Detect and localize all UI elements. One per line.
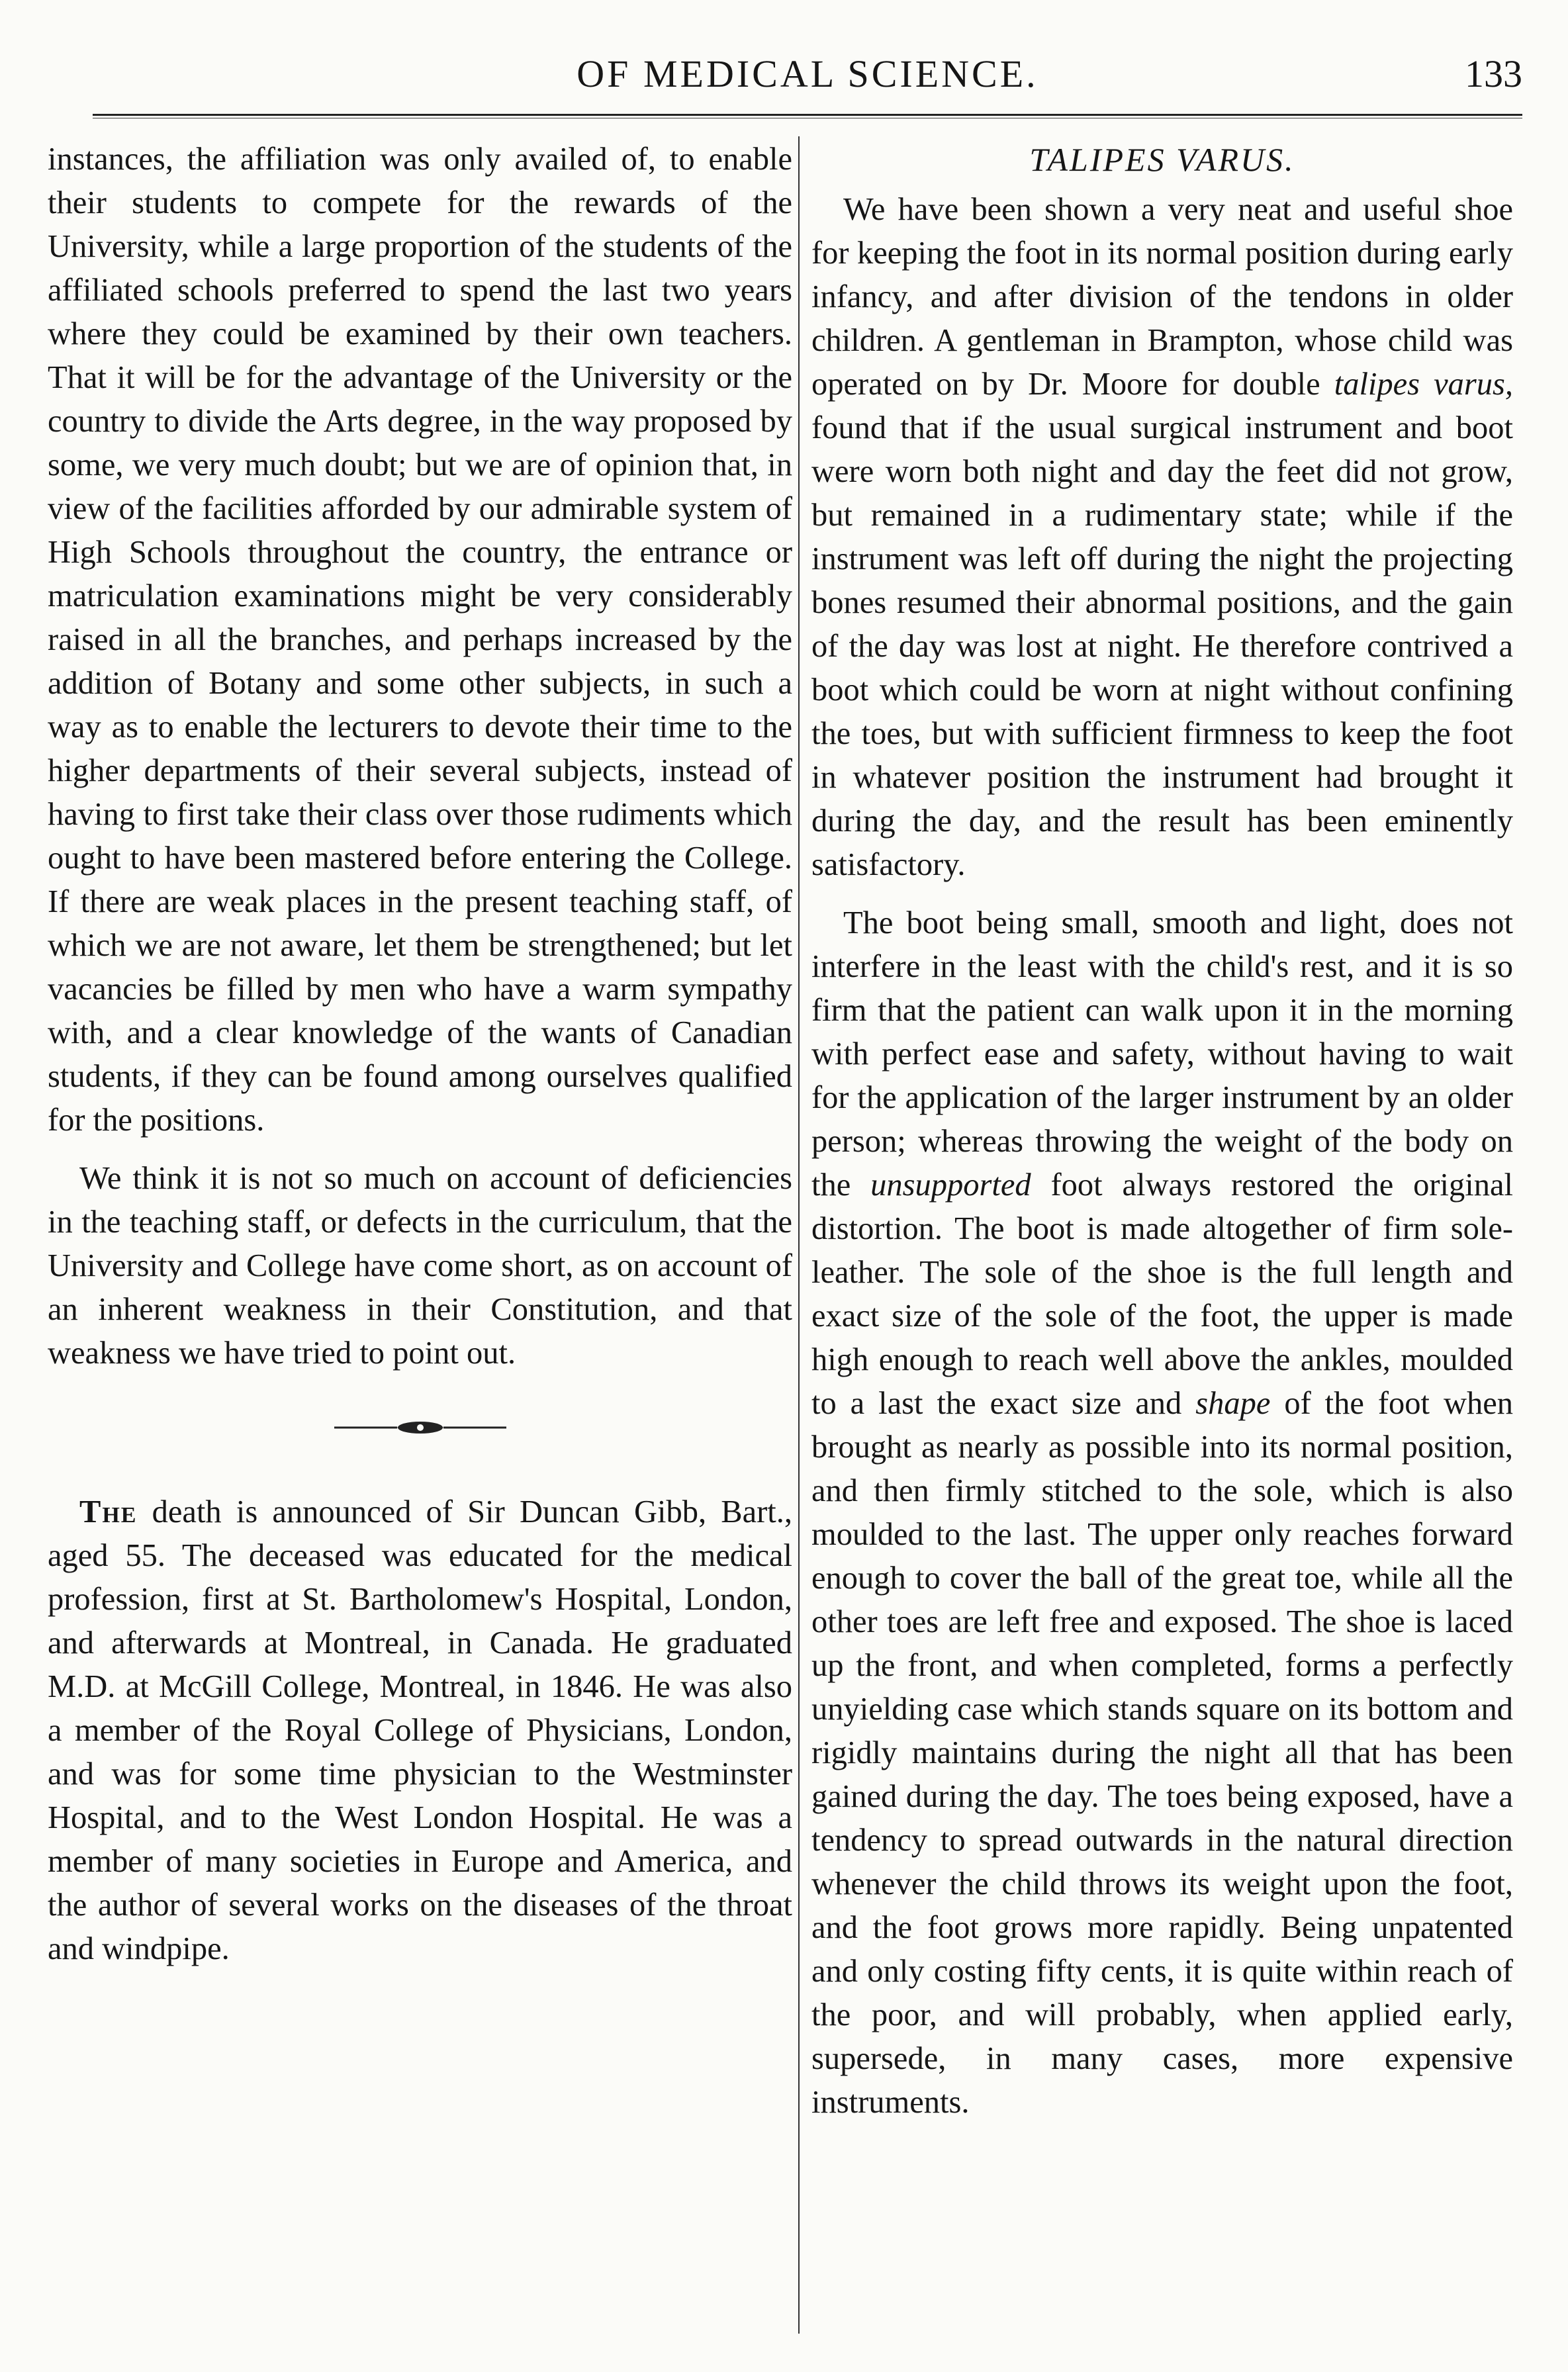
talipes-p2-text-a: The boot being small, smooth and light, does not interfere in the least with the child's rest, and it is so firm that the patient can walk upon it in the morning with perfect ease and safety, without having to wait for the application of the larger instrument by an older person; whereas throwing the weight of the body on the xyxy=(811,905,1513,1203)
obituary-text: death is announced of Sir Duncan Gibb, Bart., aged 55. The deceased was educated for the medical profession, first at St. Bartholomew's Hospital, London, and afterwards at Montreal, in Canada. He graduated M.D. at McGill College, Montreal, in 1846. He was also a member of the Royal College of Physicians, London, and was for some time physician to the Westminster Hospital, and to the West London Hospital. He was a member of many societies in Europe and America, and the author of several works on the diseases of the throat and windpipe. xyxy=(48,1494,792,1966)
talipes-p1-text-a: We have been shown a very neat and useful shoe for keeping the foot in its normal position during early infancy, and after division of the tendons in older children. A gentleman in Brampton, whose child was operated on by Dr. Moore for double xyxy=(811,192,1513,402)
running-head xyxy=(93,52,1522,105)
talipes-p2-text-c: of the foot when brought as nearly as possible into its normal position, and then firmly stitched to the sole, which is also moulded to the last. The upper only reaches forward enough to cover the ball of the great toe, while all the other toes are left free and exposed. The shoe is laced up the front, and when completed, forms a perfectly unyielding case which stands square on its bottom and rigidly maintains during the night all that has been gained during the day. The toes being exposed, have a tendency to spread outwards in the natural direction whenever the child throws its weight upon the foot, and the foot grows more rapidly. Being unpatented and only costing fifty cents, it is quite within reach of the poor, and will probably, when applied early, supersede, in many cases, more expensive instruments. xyxy=(811,1386,1513,2120)
editorial-continuation-paragraph: instances, the affiliation was only availed of, to enable their students to compete for the rewards of the University, while a large proportion of the students of the affiliated schools preferred to spend the last two years where they could be examined by their own teachers. That it will be for the advantage of the University or the country to divide the Arts degree, in the way proposed by some, we very much doubt; but we are of opinion that, in view of the facilities afforded by our admirable system of High Schools throughout the country, the entrance or matriculation examinations might be very considerably raised in all the branches, and perhaps increased by the addition of Botany and some other subjects, in such a way as to enable the lecturers to devote their time to the higher departments of their several subjects, instead of having to first take their class over those rudiments which ought to have been mastered before entering the College. If there are weak places in the present teaching staff, of which we are not aware, let them be strengthened; but let vacancies be filled by men who have a warm sympathy with, and a clear knowledge of the wants of Canadian students, if they can be found among ourselves qualified for the positions. xyxy=(48,142,792,1138)
talipes-p2-text-b: foot always restored the original distortion. The boot is made altogether of firm sole-leather. The sole of the shoe is the full length and exact size of the sole of the foot, the upper is made high enough to reach well above the ankles, moulded to a last the exact size and xyxy=(811,1167,1514,1421)
unsupported-term: unsupported xyxy=(870,1167,1031,1203)
shape-term: shape xyxy=(1195,1386,1271,1421)
talipes-paragraph-1 xyxy=(811,188,1513,887)
section-divider-ornament xyxy=(321,1418,520,1437)
talipes-p1-text-b: found that if the usual surgical instrument and boot were worn both night and day the feet did not grow, but remained in a rudimentary state; while if the instrument was left off during the night the projecting bones resumed their abnormal positions, and the gain of the day was lost at night. He therefore contrived a boot which could be worn at night without confining the toes, but with sufficient firmness to keep the foot in whatever position the instrument had brought it during the day, and the result has been eminently satisfactory. xyxy=(811,410,1513,882)
left-column xyxy=(48,138,792,1971)
column-divider xyxy=(798,136,800,2334)
obituary-lead-word: The xyxy=(79,1494,138,1529)
obituary-paragraph xyxy=(48,1490,792,1971)
talipes-paragraph-2 xyxy=(811,901,1513,2124)
header-rule xyxy=(93,114,1522,118)
section-title: TALIPES VARUS. xyxy=(1029,141,1295,178)
talipes-varus-term: talipes varus, xyxy=(1334,367,1514,402)
running-title: OF MEDICAL SCIENCE. xyxy=(576,52,1038,95)
editorial-closing-paragraph: We think it is not so much on account of deficiencies in the teaching staff, or defects in the curriculum, that the University and College have come short, as on account of an inherent weakness in their Constitution, and that weakness we have tried to point out. xyxy=(48,1161,792,1371)
page-number: 133 xyxy=(1465,52,1522,95)
right-column xyxy=(811,138,1513,2124)
